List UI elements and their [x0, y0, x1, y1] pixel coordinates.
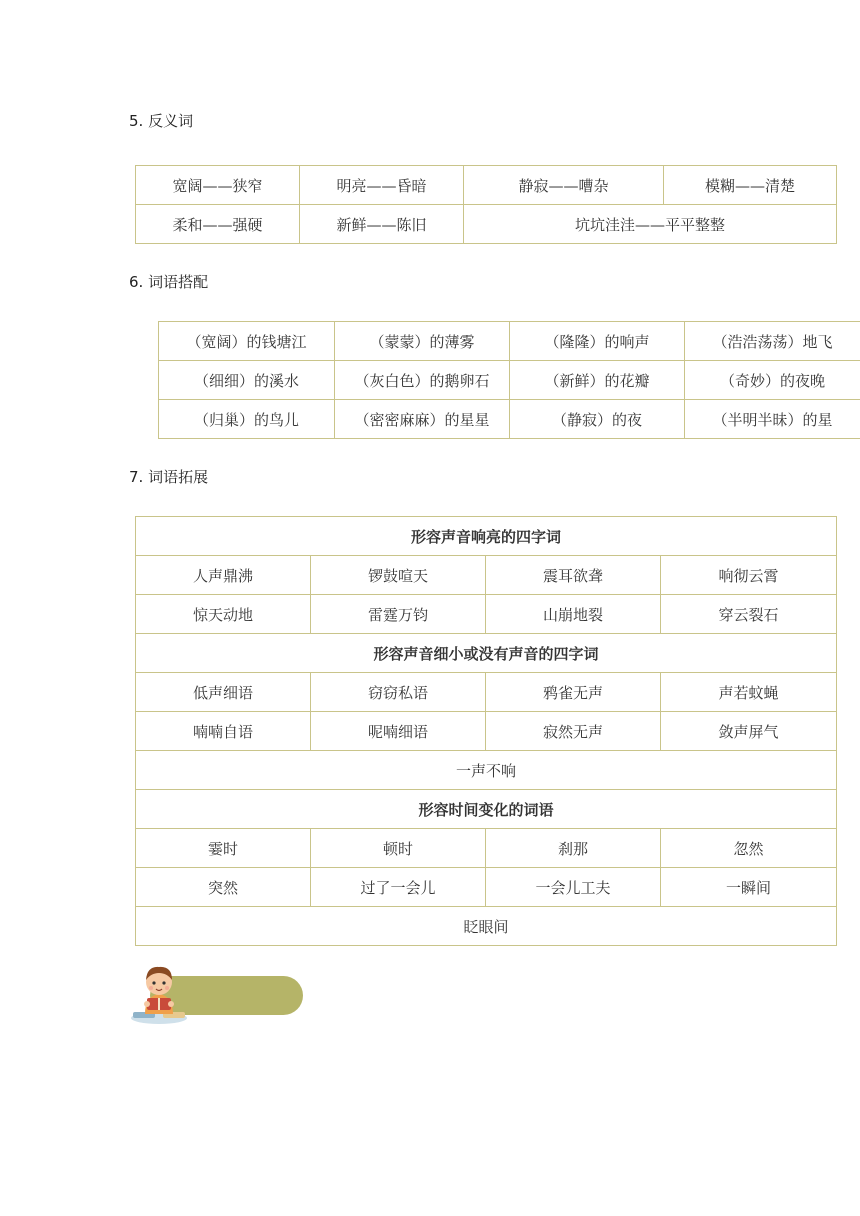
- table-cell: （新鲜）的花瓣: [510, 361, 685, 400]
- table-cell: 敛声屏气: [661, 712, 837, 751]
- table-cell: 眨眼间: [136, 907, 837, 946]
- table-cell: 静寂——嘈杂: [464, 166, 664, 205]
- table-cell: （蒙蒙）的薄雾: [335, 322, 510, 361]
- table-cell: 一声不响: [136, 751, 837, 790]
- group-header: 形容时间变化的词语: [136, 790, 837, 829]
- table-cell: （奇妙）的夜晚: [685, 361, 860, 400]
- table-cell: 鸦雀无声: [486, 673, 661, 712]
- table-cell: 过了一会儿: [311, 868, 486, 907]
- table-cell: 刹那: [486, 829, 661, 868]
- table-cell: 锣鼓喧天: [311, 556, 486, 595]
- table-cell: 坑坑洼洼——平平整整: [464, 205, 837, 244]
- table-cell: 窃窃私语: [311, 673, 486, 712]
- table-cell: （半明半昧）的星: [685, 400, 860, 439]
- reading-child-icon: [127, 960, 191, 1026]
- table-cell: （隆隆）的响声: [510, 322, 685, 361]
- table-row: [159, 361, 860, 400]
- table-cell: 柔和——强硬: [136, 205, 300, 244]
- section-7-title: 7. 词语拓展: [129, 468, 209, 486]
- table-cell: （细细）的溪水: [159, 361, 335, 400]
- table-cell: 响彻云霄: [661, 556, 837, 595]
- table-cell: 宽阔——狭窄: [136, 166, 300, 205]
- table-cell: 忽然: [661, 829, 837, 868]
- table-cell: 明亮——昏暗: [300, 166, 464, 205]
- group-header: 形容声音细小或没有声音的四字词: [136, 634, 837, 673]
- table-row: [136, 751, 837, 790]
- table-cell: （静寂）的夜: [510, 400, 685, 439]
- section-5-title: 5. 反义词: [129, 112, 194, 130]
- table-row: [136, 673, 837, 712]
- table-cell: 人声鼎沸: [136, 556, 311, 595]
- table-row: [136, 907, 837, 946]
- section-6-title: 6. 词语搭配: [129, 273, 209, 291]
- table-cell: 低声细语: [136, 673, 311, 712]
- table-row: [136, 166, 837, 205]
- table-row: [136, 712, 837, 751]
- table-row: [159, 400, 860, 439]
- table-cell: 霎时: [136, 829, 311, 868]
- table-row: [136, 595, 837, 634]
- table-row: [136, 556, 837, 595]
- table-cell: 模糊——清楚: [664, 166, 837, 205]
- table-row: [136, 205, 837, 244]
- group-header: 形容声音响亮的四字词: [136, 517, 837, 556]
- table-cell: （浩浩荡荡）地飞: [685, 322, 860, 361]
- table-cell: 一会儿工夫: [486, 868, 661, 907]
- table-row: [159, 322, 860, 361]
- table-cell: （密密麻麻）的星星: [335, 400, 510, 439]
- table-cell: （归巢）的鸟儿: [159, 400, 335, 439]
- table-cell: 喃喃自语: [136, 712, 311, 751]
- antonyms-table: [135, 165, 837, 244]
- table-cell: （宽阔）的钱塘江: [159, 322, 335, 361]
- table-row: [136, 790, 837, 829]
- table-cell: 雷霆万钧: [311, 595, 486, 634]
- table-cell: 震耳欲聋: [486, 556, 661, 595]
- table-cell: 突然: [136, 868, 311, 907]
- word-extension-table: [135, 516, 837, 946]
- table-cell: 呢喃细语: [311, 712, 486, 751]
- table-cell: 声若蚊蝇: [661, 673, 837, 712]
- table-cell: 寂然无声: [486, 712, 661, 751]
- table-cell: 一瞬间: [661, 868, 837, 907]
- table-cell: 惊天动地: [136, 595, 311, 634]
- table-row: [136, 829, 837, 868]
- collocation-table: [158, 321, 860, 439]
- table-row: [136, 517, 837, 556]
- table-cell: （灰白色）的鹅卵石: [335, 361, 510, 400]
- table-cell: 穿云裂石: [661, 595, 837, 634]
- table-row: [136, 868, 837, 907]
- table-cell: 顿时: [311, 829, 486, 868]
- table-row: [136, 634, 837, 673]
- table-cell: 山崩地裂: [486, 595, 661, 634]
- table-cell: 新鲜——陈旧: [300, 205, 464, 244]
